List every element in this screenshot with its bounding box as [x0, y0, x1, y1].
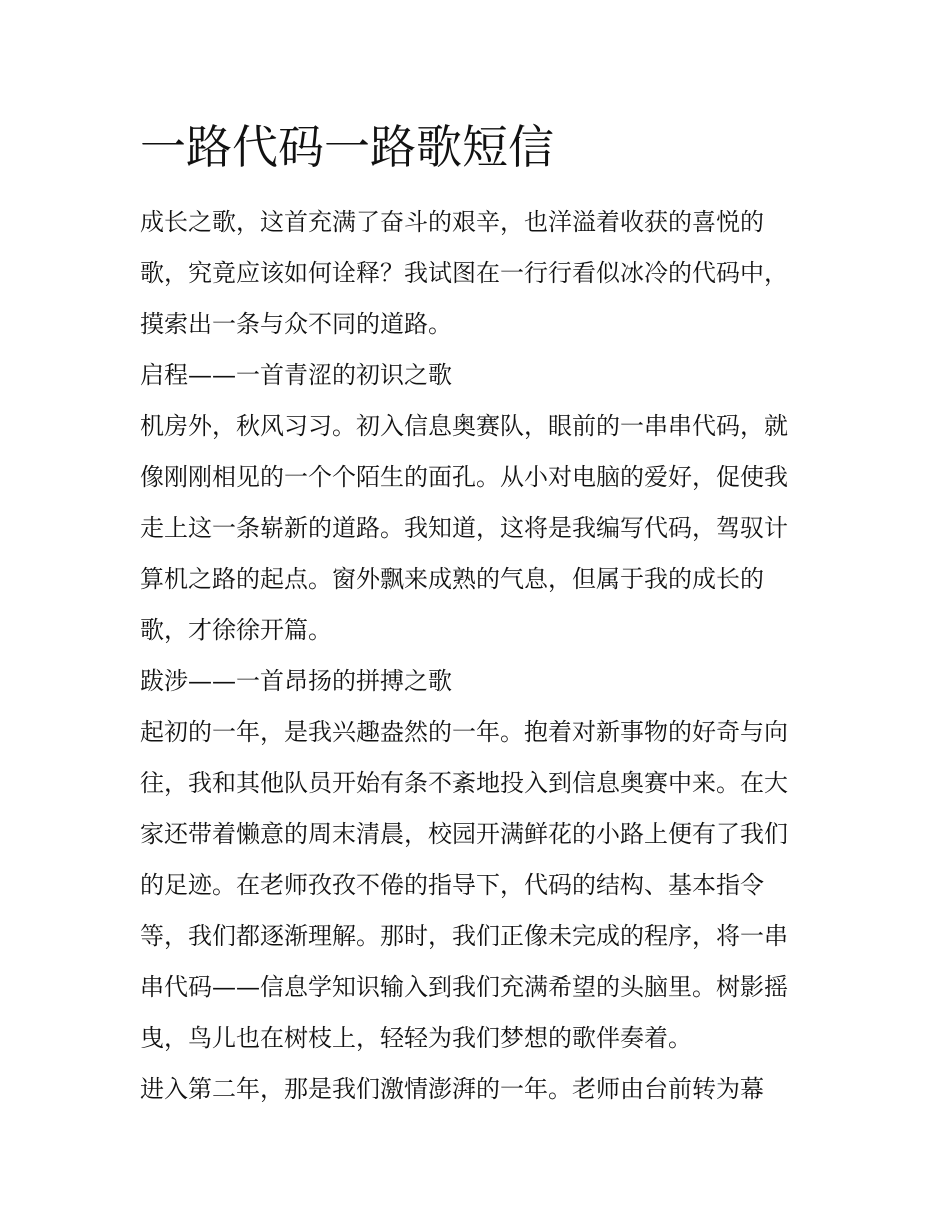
text-line: 家还带着懒意的周末清晨，校园开满鲜花的小路上便有了我们: [140, 820, 788, 848]
text-line: 歌，究竟应该如何诠释？我试图在一行行看似冰冷的代码中，: [140, 259, 788, 287]
text-line: 等，我们都逐渐理解。那时，我们正像未完成的程序，将一串: [140, 922, 788, 950]
text-line: 进入第二年，那是我们激情澎湃的一年。老师由台前转为幕: [140, 1075, 764, 1103]
section-heading: 启程——一首青涩的初识之歌: [140, 361, 452, 389]
text-line: 串代码——信息学知识输入到我们充满希望的头脑里。树影摇: [140, 973, 788, 1001]
text-line: 曳，鸟儿也在树枝上，轻轻为我们梦想的歌伴奏着。: [140, 1024, 692, 1052]
text-line: 像刚刚相见的一个个陌生的面孔。从小对电脑的爱好，促使我: [140, 463, 788, 491]
document-title: 一路代码一路歌短信: [140, 120, 554, 174]
text-line: 算机之路的起点。窗外飘来成熟的气息，但属于我的成长的: [140, 565, 764, 593]
section-heading: 跋涉——一首昂扬的拼搏之歌: [140, 667, 452, 695]
text-line: 歌，才徐徐开篇。: [140, 616, 332, 644]
text-line: 成长之歌，这首充满了奋斗的艰辛，也洋溢着收获的喜悦的: [140, 208, 764, 236]
text-line: 往，我和其他队员开始有条不紊地投入到信息奥赛中来。在大: [140, 769, 788, 797]
text-line: 走上这一条崭新的道路。我知道，这将是我编写代码，驾驭计: [140, 514, 788, 542]
text-line: 的足迹。在老师孜孜不倦的指导下，代码的结构、基本指令: [140, 871, 764, 899]
text-line: 起初的一年，是我兴趣盎然的一年。抱着对新事物的好奇与向: [140, 718, 788, 746]
text-line: 摸索出一条与众不同的道路。: [140, 310, 452, 338]
text-line: 机房外，秋风习习。初入信息奥赛队，眼前的一串串代码，就: [140, 412, 788, 440]
document-body: [140, 197, 820, 1115]
